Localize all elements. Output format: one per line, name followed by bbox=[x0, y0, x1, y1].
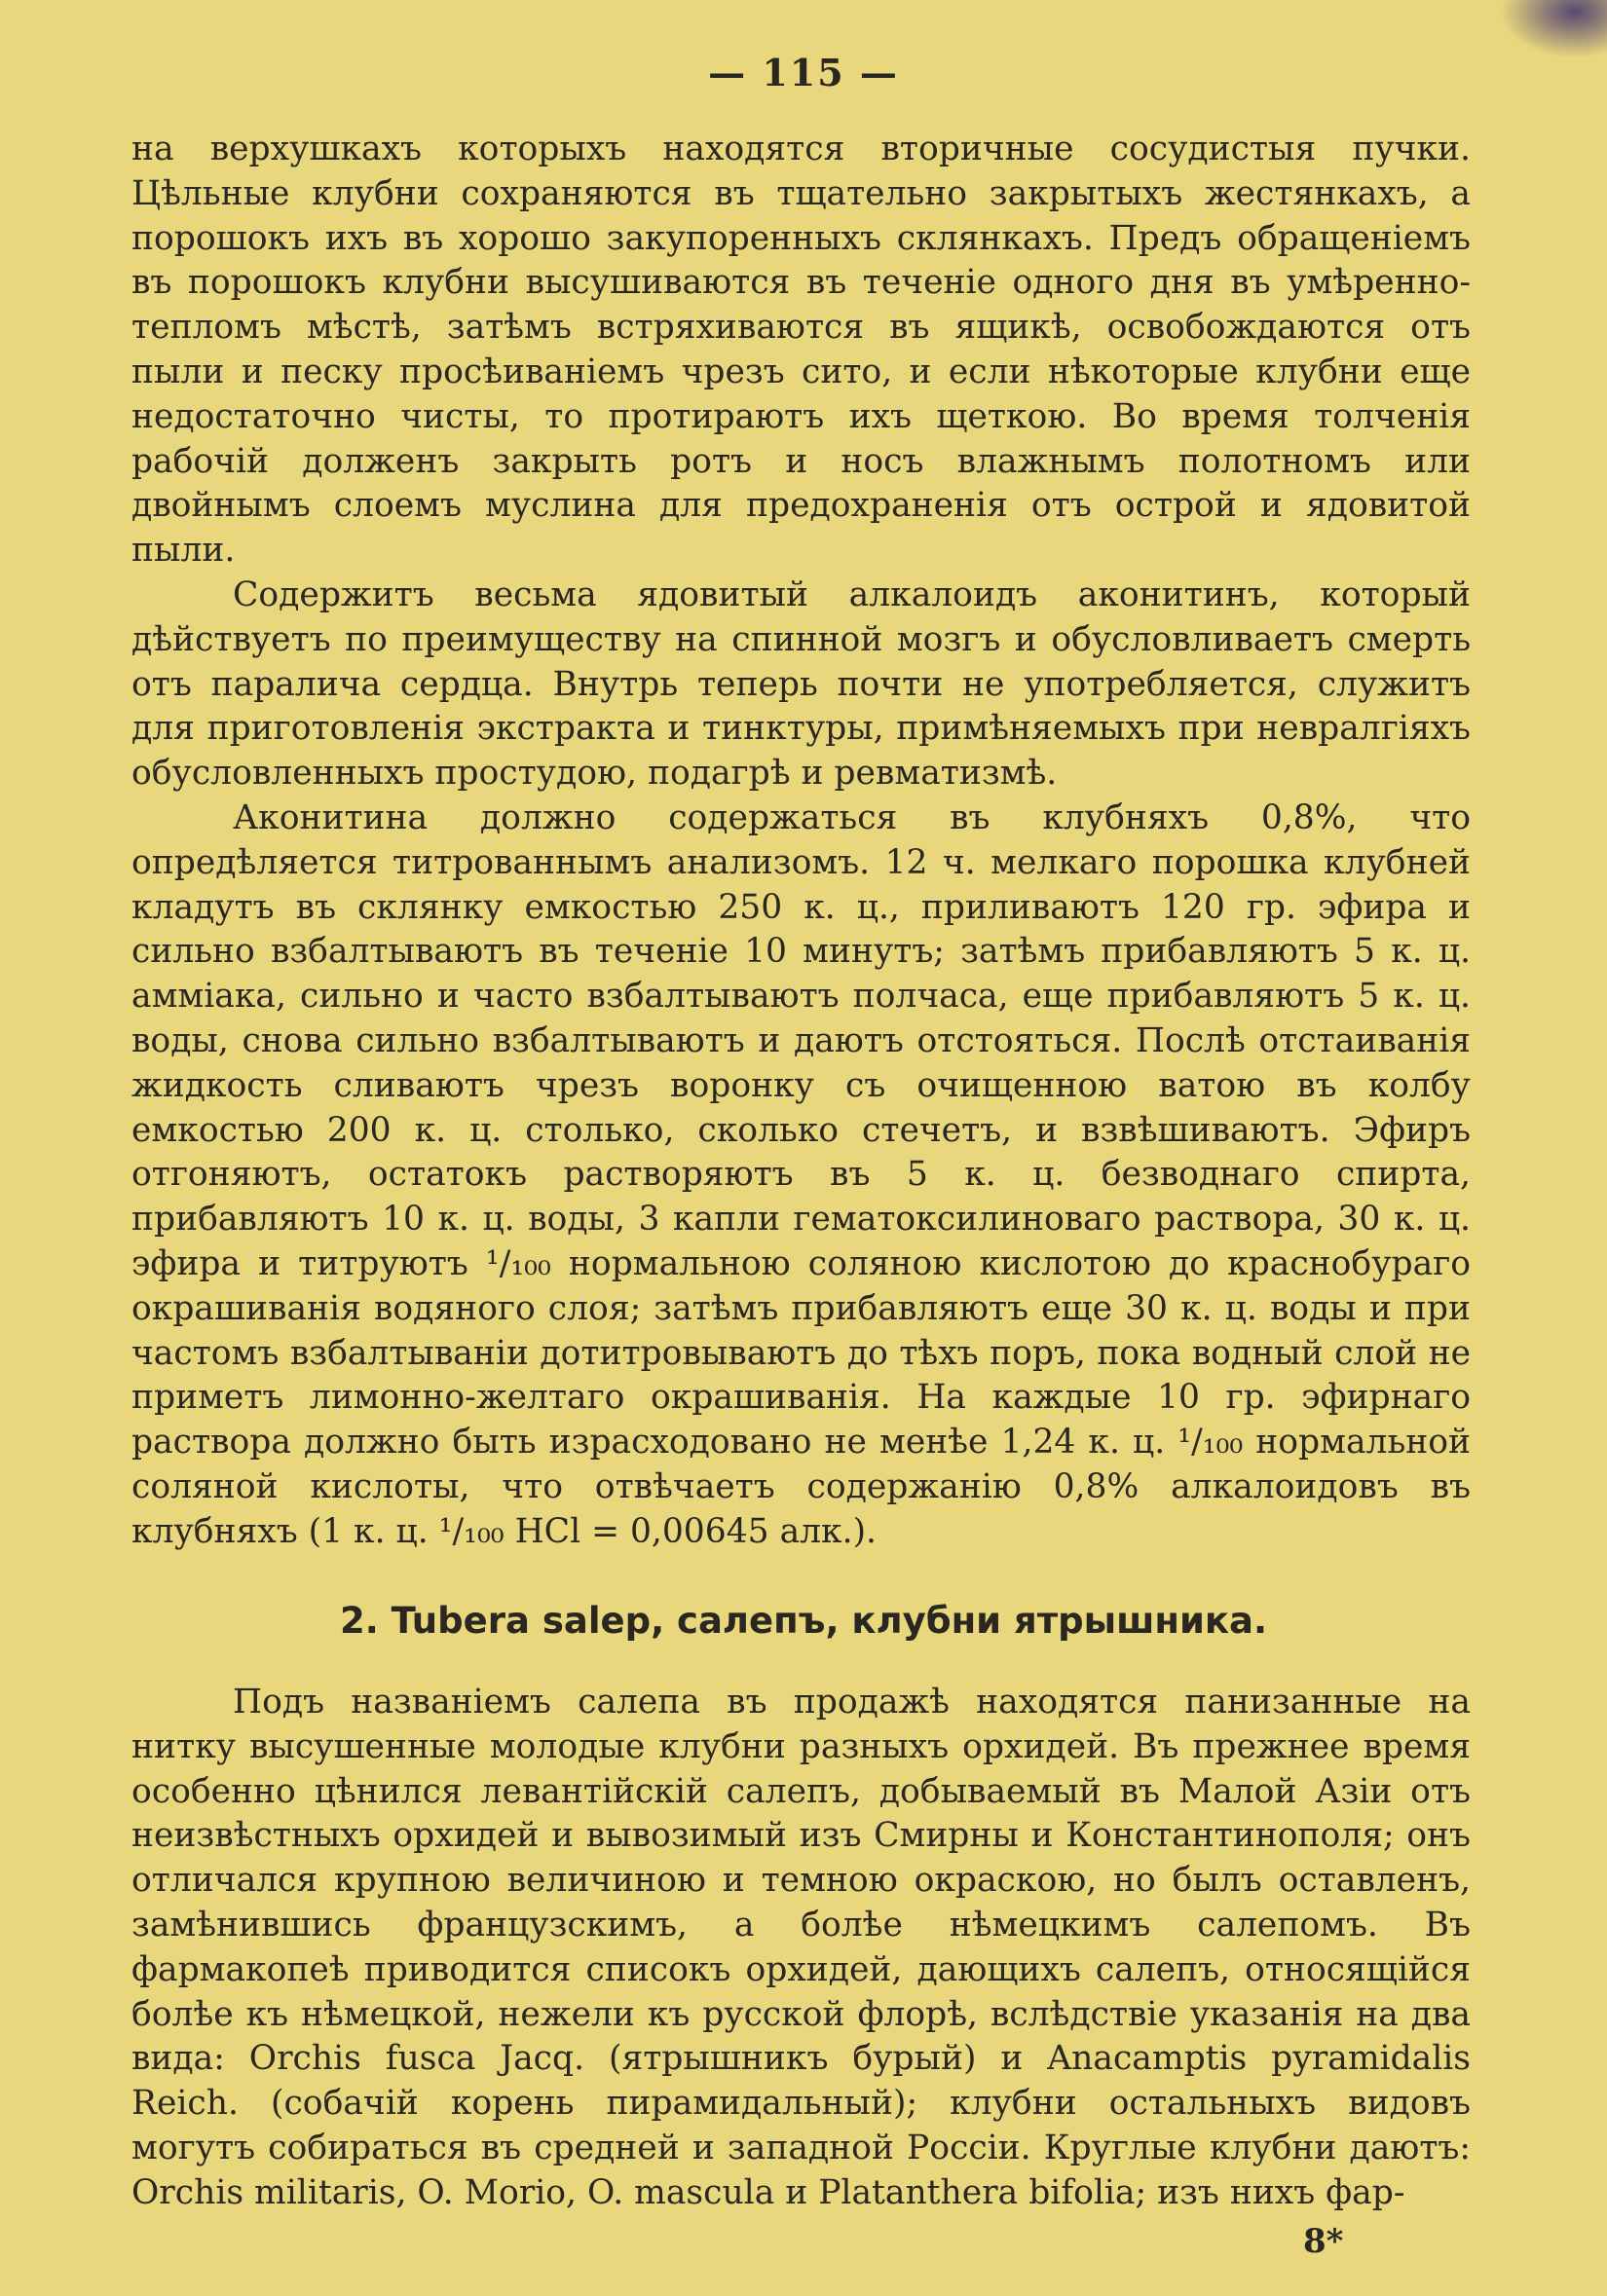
ink-stain bbox=[1500, 0, 1607, 58]
paragraph: Содержитъ весьма ядовитый алкалоидъ аконитинъ, который дѣйствуетъ по преимуществу на спинной мозгъ и обусловливаетъ смерть отъ паралича сердца. Внутрь теперь почти не употребляется, служитъ для приготовленія экстракта и тинктуры, примѣняемыхъ при невралгіяхъ обусловленныхъ простудою, подагрѣ и ревматизмѣ. bbox=[131, 574, 1471, 794]
section-heading: 2. Tubera salep, салепъ, клубни ятрышника. bbox=[339, 1600, 1268, 1642]
paragraph: Подъ названіемъ салепа въ продажѣ находятся панизанные на нитку высушенные молодые клубни разныхъ орхидей. Въ прежнее время особенно цѣнился левантійскій салепъ, добываемый въ Малой Азіи отъ неизвѣстныхъ орхидей и вывозимый изъ Смирны и Константинополя; онъ отличался крупною величиною и темною окраскою, но былъ оставленъ, замѣнившись французскимъ, а болѣе нѣмецкимъ салепомъ. Въ фармакопеѣ приводится списокъ орхидей, дающихъ салепъ, относящійся болѣе къ нѣмецкой, нежели къ русской флорѣ, вслѣдствіе указанія на два вида: Orchis fusca Jacq. (ятрышникъ бурый) и Anacamptis pyramidalis Reich. (собачій корень пирамидальный); клубни остальныхъ видовъ могутъ собираться въ средней и западной Россіи. Круглые клубни даютъ: Orchis militaris, O. Morio, O. mascula и Platanthera bifolia; изъ нихъ фар- bbox=[131, 1683, 1471, 2212]
paragraph: на верхушкахъ которыхъ находятся вторичные сосудистыя пучки. Цѣльные клубни сохраняются въ тщательно закрытыхъ жестянкахъ, а порошокъ ихъ въ хорошо закупоренныхъ склянкахъ. Предъ обращеніемъ въ порошокъ клубни высушиваются въ теченіе одного дня въ умѣренно-тепломъ мѣстѣ, затѣмъ встряхиваются въ ящикѣ, освобождаются отъ пыли и песку просѣиваніемъ чрезъ сито, и если нѣкоторые клубни еще недостаточно чисты, то протираютъ ихъ щеткою. Во время толченія рабочій долженъ закрыть ротъ и носъ влажнымъ полотномъ или двойнымъ слоемъ муслина для предохраненія отъ острой и ядовитой пыли. bbox=[131, 130, 1471, 571]
paragraph: Аконитина должно содержаться въ клубняхъ 0,8%, что опредѣляется титрованнымъ анализомъ. 12 ч. мелкаго порошка клубней кладутъ въ склянку емкостью 250 к. ц., приливаютъ 120 гр. эфира и сильно взбалтываютъ въ теченіе 10 минутъ; затѣмъ прибавляютъ 5 к. ц. амміака, сильно и часто взбалтываютъ полчаса, еще прибавляютъ 5 к. ц. воды, снова сильно взбалтываютъ и даютъ отстояться. Послѣ отстаиванія жидкость сливаютъ чрезъ воронку съ очищенною ватою въ колбу емкостью 200 к. ц. столько, сколько стечетъ, и взвѣшиваютъ. Эфиръ отгоняютъ, остатокъ растворяютъ въ 5 к. ц. безводнаго спирта, прибавляютъ 10 к. ц. воды, 3 капли гематоксилиноваго раствора, 30 к. ц. эфира и титруютъ ¹/₁₀₀ нормальною соляною кислотою до краснобураго окрашиванія водяного слоя; затѣмъ прибавляютъ еще 30 к. ц. воды и при частомъ взбалтываніи дотитровываютъ до тѣхъ поръ, пока водный слой не приметъ лимонно-желтаго окрашиванія. На каждые 10 гр. эфирнаго раствора должно быть израсходовано не менѣе 1,24 к. ц. ¹/₁₀₀ нормальной соляной кислоты, что отвѣчаетъ содержанію 0,8% алкалоидовъ въ клубняхъ (1 к. ц. ¹/₁₀₀ HCl = 0,00645 алк.). bbox=[131, 797, 1471, 1551]
signature-mark: 8* bbox=[1303, 2222, 1344, 2261]
section-1-body bbox=[131, 128, 1471, 1555]
section-2-body bbox=[131, 1681, 1471, 2216]
page-number: — 115 — bbox=[708, 51, 899, 94]
